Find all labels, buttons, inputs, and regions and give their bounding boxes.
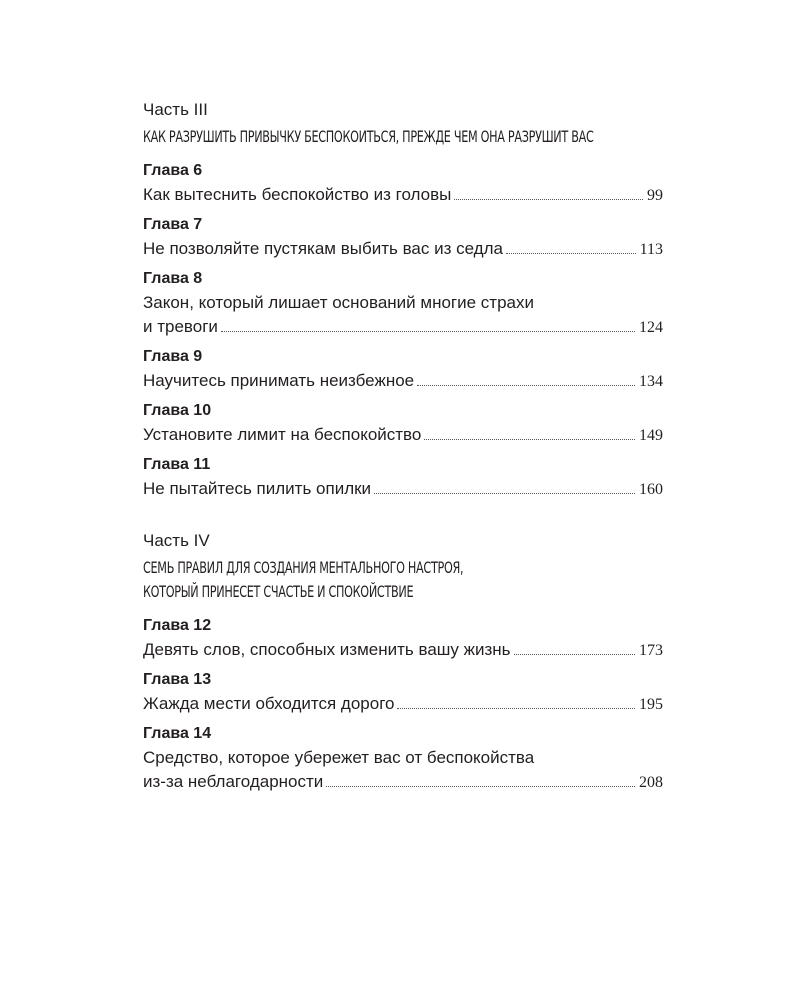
chapter-label: Глава 8: [143, 270, 203, 287]
chapter-title: Закон, который лишает оснований многие страхи: [143, 293, 534, 312]
part-title-line: СЕМЬ ПРАВИЛ ДЛЯ СОЗДАНИЯ МЕНТАЛЬНОГО НАСТРОЯ,: [143, 558, 464, 577]
chapter-entry[interactable]: [143, 213, 663, 262]
part-3: [143, 99, 663, 502]
chapter-entry[interactable]: [143, 453, 663, 502]
chapter-entry[interactable]: [143, 159, 663, 208]
chapter-label: Глава 11: [143, 456, 211, 473]
chapter-entry[interactable]: [143, 267, 663, 340]
page-number: 195: [639, 696, 663, 713]
chapter-entry[interactable]: [143, 345, 663, 394]
table-of-contents: [143, 99, 663, 821]
dot-leader: [221, 330, 635, 332]
dot-leader: [506, 252, 636, 254]
chapter-title: Как вытеснить беспокойство из головы: [143, 185, 452, 204]
page-number: 134: [639, 373, 663, 390]
chapter-label: Глава 6: [143, 162, 203, 179]
page-number: 173: [639, 642, 663, 659]
dot-leader: [397, 707, 635, 709]
part-title: [143, 556, 658, 604]
dot-leader: [374, 492, 635, 494]
page-number: 113: [639, 241, 663, 258]
chapter-title: Средство, которое убережет вас от беспокойства: [143, 748, 535, 767]
chapter-title: Установите лимит на беспокойство: [143, 425, 422, 444]
chapter-label: Глава 14: [143, 725, 212, 742]
chapter-title: Не позволяйте пустякам выбить вас из седла: [143, 239, 503, 258]
part-title-line: КОТОРЫЙ ПРИНЕСЕТ СЧАСТЬЕ И СПОКОЙСТВИЕ: [143, 582, 414, 601]
part-title: [143, 125, 658, 149]
page-number: 149: [639, 427, 663, 444]
part-4: [143, 530, 663, 795]
chapter-title-continued: и тревоги: [143, 317, 218, 336]
chapter-title: Жажда мести обходится дорого: [143, 694, 395, 713]
chapter-entry[interactable]: [143, 722, 663, 795]
part-label: Часть III: [143, 100, 208, 119]
chapter-title-continued: из-за неблагодарности: [143, 772, 324, 791]
part-label: Часть IV: [143, 531, 210, 550]
chapter-entry[interactable]: [143, 614, 663, 663]
chapter-entry[interactable]: [143, 668, 663, 717]
page-number: 208: [639, 774, 663, 791]
chapter-label: Глава 9: [143, 348, 203, 365]
dot-leader: [417, 384, 635, 386]
dot-leader: [424, 438, 635, 440]
dot-leader: [454, 198, 643, 200]
chapter-entry[interactable]: [143, 399, 663, 448]
page-number: 124: [639, 319, 663, 336]
chapter-title: Девять слов, способных изменить вашу жизнь: [143, 640, 511, 659]
chapter-title: Научитесь принимать неизбежное: [143, 371, 415, 390]
chapter-label: Глава 12: [143, 617, 212, 634]
dot-leader: [514, 653, 635, 655]
chapter-label: Глава 7: [143, 216, 203, 233]
dot-leader: [326, 785, 635, 787]
chapter-label: Глава 13: [143, 671, 212, 688]
chapter-label: Глава 10: [143, 402, 212, 419]
part-title-line: КАК РАЗРУШИТЬ ПРИВЫЧКУ БЕСПОКОИТЬСЯ, ПРЕЖДЕ ЧЕМ ОНА РАЗРУШИТ ВАС: [143, 127, 594, 146]
chapter-title: Не пытайтесь пилить опилки: [143, 479, 372, 498]
page-number: 99: [647, 187, 663, 204]
page-number: 160: [639, 481, 663, 498]
